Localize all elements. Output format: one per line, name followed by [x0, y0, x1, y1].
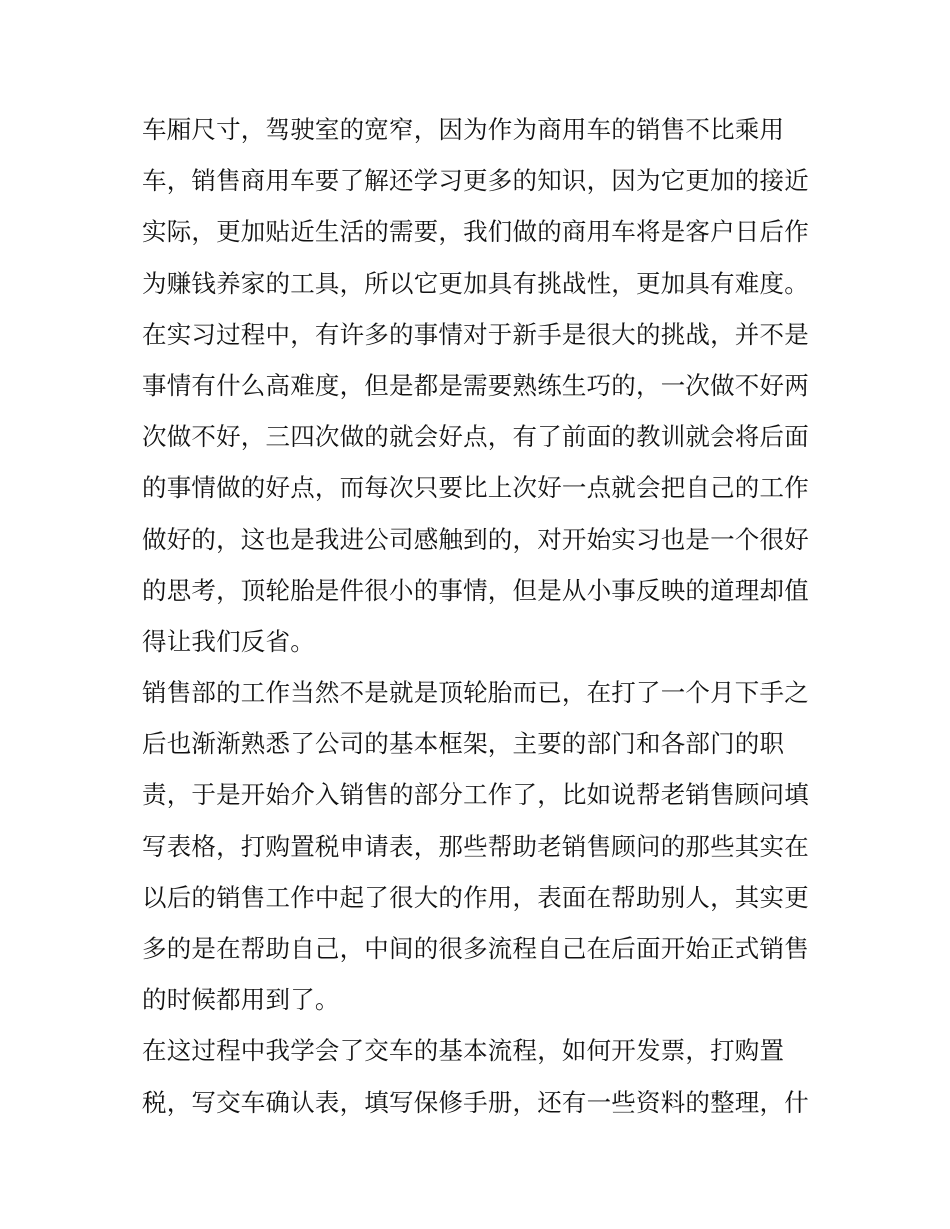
text-line: 销售部的工作当然不是就是顶轮胎而已，在打了一个月下手之 — [142, 678, 809, 708]
text-line: 次做不好，三四次做的就会好点，有了前面的教训就会将后面 — [142, 422, 809, 452]
text-line: 车厢尺寸，驾驶室的宽窄，因为作为商用车的销售不比乘用 — [142, 115, 785, 144]
text-line: 得让我们反省。 — [142, 626, 315, 656]
text-line: 做好的，这也是我进公司感触到的，对开始实习也是一个很好 — [142, 524, 809, 554]
text-line: 多的是在帮助自己，中间的很多流程自己在后面开始正式销售 — [142, 934, 809, 963]
text-line: 税，写交车确认表，填写保修手册，还有一些资料的整理，什 — [142, 1087, 809, 1117]
text-line: 在这过程中我学会了交车的基本流程，如何开发票，打购置 — [142, 1036, 785, 1066]
text-line: 后也渐渐熟悉了公司的基本框架，主要的部门和各部门的职 — [142, 729, 785, 759]
body-text — [142, 104, 822, 1128]
text-line: 责，于是开始介入销售的部分工作了，比如说帮老销售顾问填 — [142, 780, 809, 810]
text-line: 的思考，顶轮胎是件很小的事情，但是从小事反映的道理却值 — [142, 575, 809, 605]
text-line: 实际，更加贴近生活的需要，我们做的商用车将是客户日后作 — [142, 217, 809, 247]
text-line: 事情有什么高难度，但是都是需要熟练生巧的，一次做不好两 — [142, 370, 809, 400]
text-line: 的时候都用到了。 — [142, 985, 340, 1015]
text-line: 在实习过程中，有许多的事情对于新手是很大的挑战，并不是 — [142, 319, 809, 349]
text-line: 车，销售商用车要了解还学习更多的知识，因为它更加的接近 — [142, 166, 809, 196]
text-line: 的事情做的好点，而每次只要比上次好一点就会把自己的工作 — [142, 473, 809, 503]
text-line: 以后的销售工作中起了很大的作用，表面在帮助别人，其实更 — [142, 882, 809, 912]
text-line: 为赚钱养家的工具，所以它更加具有挑战性，更加具有难度。 — [142, 268, 809, 298]
text-line: 写表格，打购置税申请表，那些帮助老销售顾问的那些其实在 — [142, 831, 809, 861]
